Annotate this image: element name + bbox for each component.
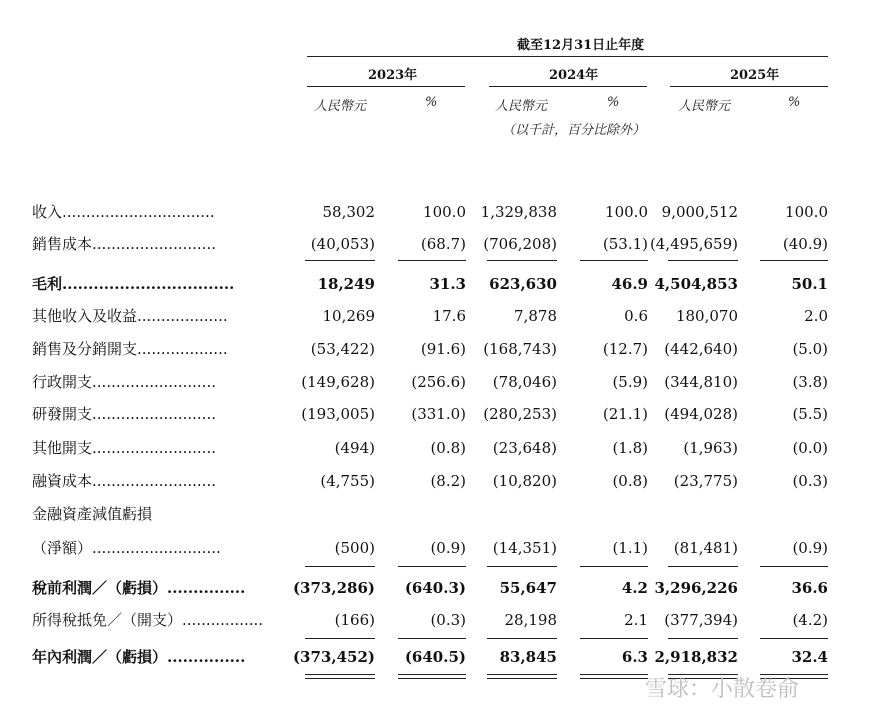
leader-dots: ................... xyxy=(137,340,228,358)
subtotal-rule xyxy=(580,566,648,567)
cell-2024-rmb: (280,253) xyxy=(483,405,557,423)
cell-2025-rmb: 180,070 xyxy=(675,307,738,325)
year-rule-2024 xyxy=(489,86,647,87)
leader-dots: .......................... xyxy=(92,405,216,423)
unit-pct-2025: % xyxy=(788,95,801,110)
cell-2023-pct: (0.3) xyxy=(430,611,466,629)
unit-rmb-2023: 人民幣元 xyxy=(314,99,367,114)
row-label: 其他收入及收益 xyxy=(32,307,138,325)
unit-pct-2024: % xyxy=(607,95,620,110)
cell-2025-pct: (0.9) xyxy=(792,539,828,557)
leader-dots: ................................ xyxy=(62,203,215,221)
leader-dots: ............... xyxy=(167,579,246,597)
cell-2023-rmb: (373,452) xyxy=(292,648,375,666)
unit-rmb-2024: 人民幣元 xyxy=(495,99,548,114)
table-row xyxy=(0,604,885,636)
year-rule-2025 xyxy=(670,86,828,87)
total-double-rule xyxy=(580,674,648,679)
watermark: 雪球：小散卷俞 xyxy=(645,677,800,702)
year-rule-2023 xyxy=(307,86,465,87)
table-row xyxy=(0,228,885,260)
subtotal-rule xyxy=(305,260,375,261)
cell-2023-rmb: (53,422) xyxy=(310,340,375,358)
row-label: 年內利潤／（虧損） xyxy=(32,648,168,666)
year-2023: 2023年 xyxy=(368,68,418,83)
cell-2024-rmb: (78,046) xyxy=(492,373,557,391)
cell-2024-rmb: (168,743) xyxy=(483,340,557,358)
table-row xyxy=(0,333,885,365)
unit-rmb-2025: 人民幣元 xyxy=(678,99,731,114)
cell-2023-rmb: (494) xyxy=(334,439,375,457)
row-label: 融資成本 xyxy=(32,472,93,490)
subtotal-rule xyxy=(487,566,557,567)
leader-dots: .......................... xyxy=(92,439,216,457)
subtotal-rule xyxy=(760,638,828,639)
cell-2025-pct: (3.8) xyxy=(792,373,828,391)
leader-dots: ................. xyxy=(182,611,264,629)
cell-2025-pct: (40.9) xyxy=(782,235,828,253)
cell-2025-rmb: (442,640) xyxy=(664,340,738,358)
subtotal-rule xyxy=(487,260,557,261)
cell-2024-rmb: 55,647 xyxy=(499,579,557,597)
cell-2025-rmb: (344,810) xyxy=(664,373,738,391)
table-row xyxy=(0,366,885,398)
cell-2024-pct: 100.0 xyxy=(605,203,648,221)
subtotal-rule xyxy=(668,566,738,567)
cell-2025-pct: 2.0 xyxy=(804,307,828,325)
cell-2024-pct: (0.8) xyxy=(612,472,648,490)
cell-2024-rmb: (23,648) xyxy=(492,439,557,457)
row-label: 稅前利潤／（虧損） xyxy=(32,579,168,597)
subtotal-rule xyxy=(760,566,828,567)
subtotal-rule xyxy=(305,638,375,639)
leader-dots: ................................. xyxy=(62,275,235,293)
subtotal-rule xyxy=(398,638,466,639)
subtotal-rule xyxy=(580,638,648,639)
leader-dots: .......................... xyxy=(92,235,216,253)
row-label: （淨額） xyxy=(32,539,93,557)
cell-2025-rmb: 3,296,226 xyxy=(654,579,738,597)
cell-2024-pct: (12.7) xyxy=(602,340,648,358)
cell-2024-rmb: 623,630 xyxy=(489,275,557,293)
cell-2024-pct: 6.3 xyxy=(621,648,648,666)
cell-2023-rmb: 58,302 xyxy=(322,203,375,221)
cell-2025-pct: 36.6 xyxy=(791,579,828,597)
table-row xyxy=(0,196,885,228)
cell-2023-rmb: (193,005) xyxy=(301,405,375,423)
cell-2024-rmb: (14,351) xyxy=(492,539,557,557)
leader-dots: .......................... xyxy=(92,373,216,391)
cell-2024-pct: (5.9) xyxy=(612,373,648,391)
row-label: 收入 xyxy=(32,203,63,221)
cell-2025-pct: (0.3) xyxy=(792,472,828,490)
cell-2024-rmb: 83,845 xyxy=(499,648,557,666)
cell-2024-pct: 46.9 xyxy=(611,275,648,293)
subtotal-rule xyxy=(398,260,466,261)
unit-pct-2023: % xyxy=(425,95,438,110)
subtotal-rule xyxy=(398,566,466,567)
subtotal-rule xyxy=(668,260,738,261)
row-label: 行政開支 xyxy=(32,373,93,391)
cell-2023-pct: (68.7) xyxy=(420,235,466,253)
cell-2025-pct: 100.0 xyxy=(785,203,828,221)
cell-2025-pct: (0.0) xyxy=(792,439,828,457)
table-row xyxy=(0,572,885,604)
cell-2025-rmb: 4,504,853 xyxy=(654,275,738,293)
total-double-rule xyxy=(487,674,557,679)
cell-2025-rmb: 2,918,832 xyxy=(654,648,738,666)
cell-2023-pct: (8.2) xyxy=(430,472,466,490)
subtotal-rule xyxy=(760,260,828,261)
cell-2025-pct: 32.4 xyxy=(791,648,828,666)
table-row xyxy=(0,398,885,430)
subtotal-rule xyxy=(487,638,557,639)
total-double-rule xyxy=(305,674,375,679)
cell-2023-rmb: (40,053) xyxy=(310,235,375,253)
cell-2025-rmb: (81,481) xyxy=(673,539,738,557)
cell-2025-rmb: (494,028) xyxy=(664,405,738,423)
cell-2023-rmb: (373,286) xyxy=(292,579,375,597)
cell-2023-pct: (640.3) xyxy=(404,579,466,597)
cell-2023-pct: (256.6) xyxy=(411,373,466,391)
subtotal-rule xyxy=(580,260,648,261)
cell-2023-pct: 17.6 xyxy=(432,307,466,325)
cell-2025-pct: (5.0) xyxy=(792,340,828,358)
cell-2024-rmb: (10,820) xyxy=(492,472,557,490)
cell-2025-rmb: (377,394) xyxy=(664,611,738,629)
year-2025: 2025年 xyxy=(730,68,780,83)
cell-2023-rmb: (500) xyxy=(334,539,375,557)
table-row xyxy=(0,498,885,530)
row-label: 所得稅抵免／（開支） xyxy=(32,611,183,629)
cell-2024-rmb: 7,878 xyxy=(514,307,557,325)
cell-2025-pct: 50.1 xyxy=(791,275,828,293)
leader-dots: ........................... xyxy=(92,539,221,557)
cell-2023-pct: 100.0 xyxy=(423,203,466,221)
cell-2025-pct: (4.2) xyxy=(792,611,828,629)
cell-2023-pct: (0.8) xyxy=(430,439,466,457)
cell-2024-pct: 0.6 xyxy=(624,307,648,325)
cell-2025-rmb: (4,495,659) xyxy=(649,235,738,253)
cell-2024-pct: (1.8) xyxy=(612,439,648,457)
year-2024: 2024年 xyxy=(549,68,599,83)
cell-2025-rmb: (1,963) xyxy=(683,439,738,457)
table-row xyxy=(0,432,885,464)
table-row xyxy=(0,300,885,332)
row-label: 研發開支 xyxy=(32,405,93,423)
header-rule xyxy=(307,56,828,57)
unit-note: （以千計，百分比除外） xyxy=(502,123,646,138)
cell-2024-rmb: 1,329,838 xyxy=(480,203,557,221)
cell-2024-rmb: (706,208) xyxy=(483,235,557,253)
table-row xyxy=(0,268,885,300)
cell-2024-pct: (21.1) xyxy=(602,405,648,423)
cell-2023-pct: (0.9) xyxy=(430,539,466,557)
table-row xyxy=(0,532,885,564)
cell-2024-pct: 2.1 xyxy=(624,611,648,629)
cell-2023-rmb: 18,249 xyxy=(317,275,375,293)
subtotal-rule xyxy=(305,566,375,567)
cell-2023-pct: (331.0) xyxy=(411,405,466,423)
row-label: 金融資產減值虧損 xyxy=(32,505,153,523)
cell-2023-pct: (640.5) xyxy=(404,648,466,666)
table-row xyxy=(0,465,885,497)
leader-dots: ............... xyxy=(167,648,246,666)
row-label: 毛利 xyxy=(32,275,63,293)
cell-2024-pct: (53.1) xyxy=(602,235,648,253)
cell-2023-rmb: (149,628) xyxy=(301,373,375,391)
cell-2023-pct: 31.3 xyxy=(429,275,466,293)
cell-2023-rmb: (4,755) xyxy=(320,472,375,490)
cell-2024-rmb: 28,198 xyxy=(504,611,557,629)
cell-2025-pct: (5.5) xyxy=(792,405,828,423)
cell-2024-pct: 4.2 xyxy=(621,579,648,597)
cell-2023-rmb: 10,269 xyxy=(322,307,375,325)
cell-2023-rmb: (166) xyxy=(334,611,375,629)
cell-2025-rmb: 9,000,512 xyxy=(661,203,738,221)
period-title: 截至12月31日止年度 xyxy=(517,38,645,53)
cell-2023-pct: (91.6) xyxy=(420,340,466,358)
table-row xyxy=(0,641,885,673)
row-label: 其他開支 xyxy=(32,439,93,457)
subtotal-rule xyxy=(668,638,738,639)
row-label: 銷售及分銷開支 xyxy=(32,340,138,358)
row-label: 銷售成本 xyxy=(32,235,93,253)
total-double-rule xyxy=(398,674,466,679)
cell-2024-pct: (1.1) xyxy=(612,539,648,557)
leader-dots: .......................... xyxy=(92,472,216,490)
leader-dots: ................... xyxy=(137,307,228,325)
cell-2025-rmb: (23,775) xyxy=(673,472,738,490)
